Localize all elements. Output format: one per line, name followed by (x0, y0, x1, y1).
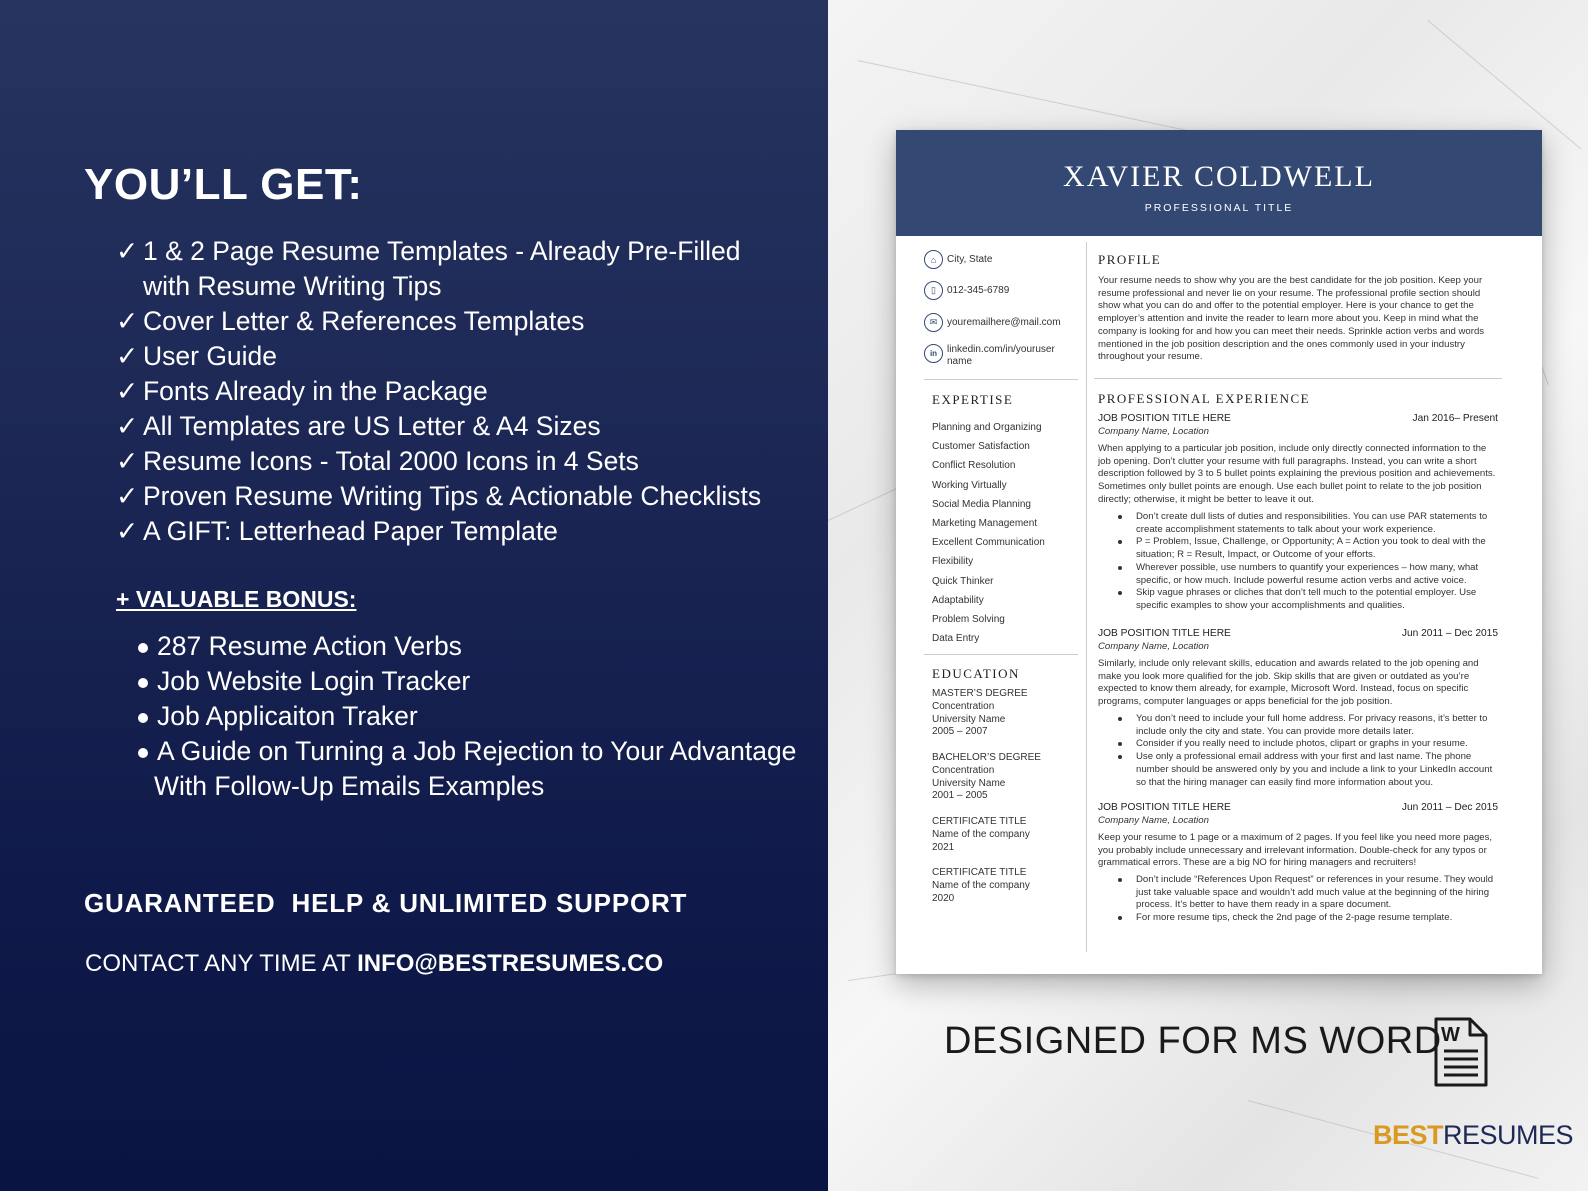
contact-location: ⌂ City, State (924, 250, 992, 269)
job-description: Keep your resume to 1 page or a maximum of 2 pages. If you feel like you need more pages, you probably include unnecessary and irrelevant information. Double-check for any typos or grammatical errors. These are a big NO for hiring managers and recruiters! (1098, 832, 1493, 869)
bonus-item: A Guide on Turning a Job Rejection to Your Advantage (138, 734, 796, 769)
education-entry: MASTER’S DEGREE Concentration University Name 2005 – 2007 (932, 688, 1028, 738)
job-bullet: Use only a professional email address with your first and last name. The phone number should be answered only by you and include a link to your LinkedIn account so that the hiring manager can easily find more information about you. (1118, 751, 1498, 789)
skill-item: Adaptability (932, 594, 984, 606)
feature-item: ✓ Proven Resume Writing Tips & Actionable Checklists (116, 479, 761, 514)
bonus-title: + VALUABLE BONUS: (116, 586, 357, 612)
job-description: Similarly, include only relevant skills, education and awards related to the job opening and make you look more qualified for the job. Skip skills that are given or outdated as you’re expected to know them already, for example, Microsoft Word. Instead, focus on specific programs, computer languages or apps beneficial for the job position. (1098, 658, 1479, 708)
profile-text: Your resume needs to show why you are the best candidate for the job position. Keep your resume professional and never lie on your resume. The professional profile section should show what you can do and offer to the potential employer. Here is your chance to get the employer’s attention and invite the reader to learn more about you. Keep in mind what the company is looking for and how you can meet their needs. Sprinkle action verbs and words mentioned in the job position description and the ones commonly used in your industry throughout your resume. (1098, 275, 1485, 363)
contact-linkedin: in linkedin.com/in/youruser name (924, 344, 1055, 368)
skill-item: Marketing Management (932, 518, 1038, 530)
resume-header (896, 130, 1542, 236)
expertise-list (932, 418, 1045, 648)
job-bullets (1118, 713, 1498, 789)
sidebar-divider (924, 654, 1078, 655)
feature-item: ✓ Fonts Already in the Package (116, 374, 761, 409)
resume-professional-title: PROFESSIONAL TITLE (1144, 202, 1294, 214)
feature-item: ✓ Cover Letter & References Templates (116, 304, 761, 339)
check-icon: ✓ (116, 481, 139, 511)
skill-item: Working Virtually (932, 479, 1007, 491)
column-divider (1086, 242, 1087, 952)
bonus-item: Job Website Login Tracker (138, 664, 796, 699)
bonus-item: 287 Resume Action Verbs (138, 629, 796, 664)
feature-item: with Resume Writing Tips (143, 271, 442, 301)
bullet-icon (138, 678, 148, 688)
expertise-heading: EXPERTISE (932, 392, 1014, 407)
mail-icon: ✉ (924, 313, 943, 332)
job-bullet: Skip vague phrases or cliches that don’t tell much to the potential employer. Use specific examples to show your accomplishments and qualities. (1118, 587, 1498, 612)
resume-name: XAVIER COLDWELL (1063, 160, 1375, 193)
bonus-list (138, 629, 796, 804)
section-divider (1094, 378, 1502, 379)
resume-preview (896, 130, 1542, 974)
job-bullet: Don’t create dull lists of duties and responsibilities. You can use PAR statements to create accomplishment statements to talk about your work experience. (1118, 511, 1498, 536)
skill-item: Excellent Communication (932, 537, 1045, 549)
skill-item: Data Entry (932, 633, 980, 645)
skill-item: Conflict Resolution (932, 460, 1016, 472)
contact-line: CONTACT ANY TIME AT INFO@BESTRESUMES.CO (85, 950, 664, 977)
job-bullet: For more resume tips, check the 2nd page of the 2-page resume template. (1118, 912, 1498, 925)
home-icon: ⌂ (924, 250, 943, 269)
feature-item: ✓ User Guide (116, 339, 761, 374)
bullet-icon (138, 713, 148, 723)
contact-email[interactable]: INFO@BESTRESUMES.CO (357, 950, 664, 977)
feature-item: ✓ A GIFT: Letterhead Paper Template (116, 514, 761, 549)
phone-icon: ▯ (924, 281, 943, 300)
certificate-entry: CERTIFICATE TITLE Name of the company 2021 (932, 816, 1030, 853)
linkedin-icon: in (924, 344, 943, 363)
certificate-entry: CERTIFICATE TITLE Name of the company 2020 (932, 867, 1030, 904)
skill-item: Customer Satisfaction (932, 441, 1030, 453)
sidebar-divider (924, 379, 1078, 380)
job-bullet: You don’t need to include your full home address. For privacy reasons, it’s better to include only the city and state. You can provide more details later. (1118, 713, 1498, 738)
job-dates: Jun 2011 – Dec 2015 (1401, 802, 1498, 813)
skill-item: Quick Thinker (932, 575, 994, 587)
job-description: When applying to a particular job position, include only directly connected information to the job opening. Don’t clutter your resume with full paragraphs. Instead, you can write a short description followed by 3 to 5 bullet points explaining the previous position and achievements. Sometimes only bullet points are enough. Use each bullet point to relate to the job position directly; otherwise, it might be better to leave it out. (1098, 443, 1496, 505)
word-icon-letter: W (1441, 1024, 1460, 1046)
job-company: Company Name, Location (1098, 815, 1209, 826)
job-bullet: Don’t include “References Upon Request” or references in your resume. They would just take valuable space and wouldn’t add much value at the beginning of the hiring process. It’s better to have them ready in a spare document. (1118, 874, 1498, 912)
job-title: JOB POSITION TITLE HERE (1098, 628, 1231, 639)
bullet-icon (138, 748, 148, 758)
skill-item: Problem Solving (932, 614, 1005, 626)
feature-item: ✓ Resume Icons - Total 2000 Icons in 4 Sets (116, 444, 761, 479)
bestresumes-logo: BESTRESUMES (1373, 1120, 1574, 1150)
bullet-icon (138, 643, 148, 653)
check-icon: ✓ (116, 411, 139, 441)
skill-item: Social Media Planning (932, 498, 1031, 510)
job-bullet: P = Problem, Issue, Challenge, or Opportunity; A = Action you took to deal with the situation; R = Result, Impact, or Outcome of your efforts. (1118, 536, 1498, 561)
contact-email-row: ✉ youremailhere@mail.com (924, 313, 1061, 332)
check-icon: ✓ (116, 236, 139, 266)
bonus-item-continuation: With Follow-Up Emails Examples (154, 771, 545, 801)
skill-item: Flexibility (932, 556, 974, 568)
job-company: Company Name, Location (1098, 426, 1209, 437)
job-dates: Jun 2011 – Dec 2015 (1401, 628, 1498, 639)
job-title: JOB POSITION TITLE HERE (1098, 802, 1231, 813)
job-title: JOB POSITION TITLE HERE (1098, 413, 1231, 424)
skill-item: Planning and Organizing (932, 422, 1042, 433)
job-bullet: Wherever possible, use numbers to quantify your experiences – how many, what specific, or how much. Include powerful resume action verbs and active voice. (1118, 562, 1498, 587)
job-bullets (1118, 511, 1498, 613)
guarantee-text: GUARANTEED HELP & UNLIMITED SUPPORT (84, 888, 688, 918)
contact-phone: ▯ 012-345-6789 (924, 281, 1009, 300)
job-company: Company Name, Location (1098, 641, 1209, 652)
check-icon: ✓ (116, 376, 139, 406)
youll-get-heading: YOU’LL GET: (84, 160, 363, 209)
feature-list (116, 234, 761, 549)
education-heading: EDUCATION (932, 666, 1020, 681)
job-dates: Jan 2016– Present (1412, 413, 1498, 424)
designed-for-ms-word: DESIGNED FOR MS WORD (944, 1020, 1442, 1062)
experience-heading: PROFESSIONAL EXPERIENCE (1098, 391, 1311, 406)
feature-item: ✓ 1 & 2 Page Resume Templates - Already Pre-Filled (116, 234, 761, 269)
check-icon: ✓ (116, 341, 139, 371)
job-bullets (1118, 874, 1498, 925)
education-entry: BACHELOR’S DEGREE Concentration University Name 2001 – 2005 (932, 752, 1041, 802)
check-icon: ✓ (116, 446, 139, 476)
check-icon: ✓ (116, 516, 139, 546)
feature-item: ✓ All Templates are US Letter & A4 Sizes (116, 409, 761, 444)
job-bullet: Consider if you really need to include photos, clipart or graphs in your resume. (1118, 738, 1498, 751)
check-icon: ✓ (116, 306, 139, 336)
profile-heading: PROFILE (1098, 252, 1162, 267)
word-document-icon (1432, 1017, 1488, 1087)
bonus-item: Job Applicaiton Traker (138, 699, 796, 734)
